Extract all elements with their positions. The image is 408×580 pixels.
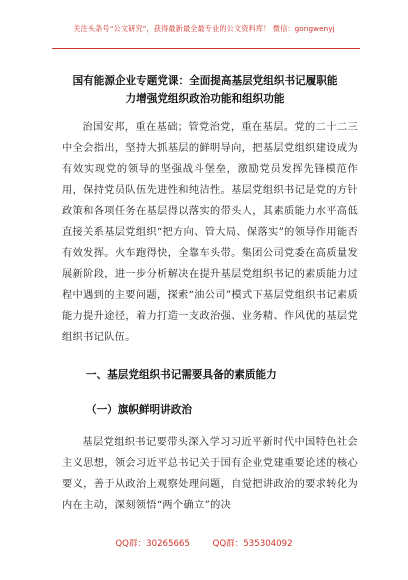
title-line-2: 力增强党组织政治功能和组织功能 [125, 93, 285, 105]
section-heading: 一、基层党组织书记需要具备的素质能力 [86, 369, 277, 381]
document-title [52, 72, 358, 108]
footer-qq-group-2: QQ群：535304092 [212, 539, 293, 549]
footer-qq-group-1: QQ群：30265665 [115, 539, 190, 549]
title-line-1: 国有能源企业专题党课：全面提高基层党组织书记履职能 [72, 75, 338, 87]
header-banner: 关注头条号“公文研究”，获得最新最全最专业的公文资料库！ 微信：gongwenyj [73, 24, 335, 33]
header-divider [52, 48, 360, 49]
subsection-heading: （一）旗帜鲜明讲政治 [86, 404, 192, 416]
footer-contact [0, 537, 408, 549]
paragraph-intro: 治国安邦，重在基础；管党治党，重在基层。党的二十二三中全会指出，坚持大抓基层的鲜明导向，把基层党组织建设成为有效实现党的领导的坚强战斗堡垒，激励党员发挥先锋模范作用，保持党员队伍先进性和纯洁性。基层党组织书记是党的方针政策和各项任务在基层得以落实的带头人，其素质能力水平高低直接关系基层党组织“把方向、管大局、保落实”的领导作用能否有效发挥。火车跑得快，全靠车头带。集团公司党委在高质量发展新阶段，进一步分析解决在提升基层党组织书记的素质能力过程中遇到的主要问题，探索“油公司”模式下基层党组织书记素质能力提升途径，着力打造一支政治强、业务精、作风优的基层党组织书记队伍。 [62, 122, 358, 343]
paragraph-politics: 基层党组织书记要带头深入学习习近平新时代中国特色社会主义思想，领会习近平总书记关于国有企业党建重要论述的核心要义，善于从政治上观察处理问题，自觉把讲政治的要求转化为内在主动，深刻领悟“两个确立”的决 [62, 437, 358, 511]
